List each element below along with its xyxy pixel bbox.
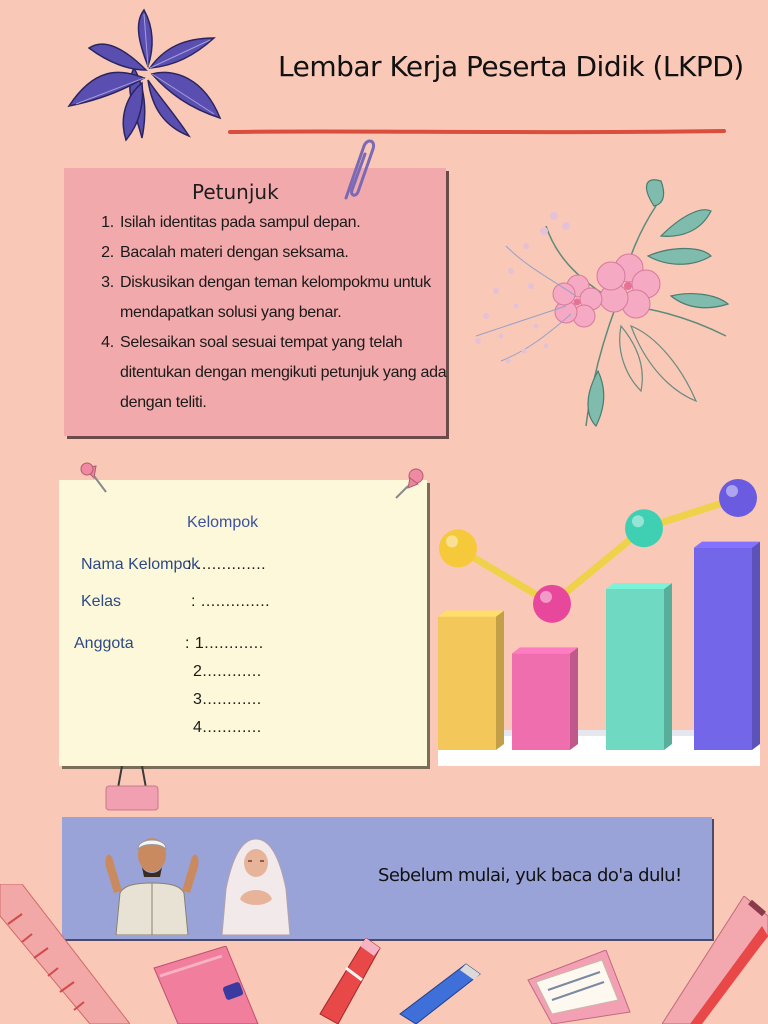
push-pin-icon — [392, 466, 426, 502]
envelope-icon — [522, 950, 632, 1024]
list-item: 1. Isilah identitas pada sampul depan. — [118, 208, 474, 238]
chart-bar — [606, 589, 664, 750]
chart-bar — [512, 653, 570, 750]
floral-decoration-icon — [466, 176, 742, 428]
leaf-decoration-icon — [64, 8, 224, 146]
chart-bar-top — [606, 583, 672, 589]
kelas-value: : .............. — [191, 593, 271, 610]
chart-ball — [439, 529, 477, 567]
nama-kelompok-value: : .............. — [187, 556, 267, 573]
nama-kelompok-label: Nama Kelompok — [81, 556, 200, 573]
push-pin-icon — [78, 462, 110, 496]
chart-ball — [719, 479, 757, 517]
binder-clip-icon — [104, 766, 160, 812]
page-title: Lembar Kerja Peserta Didik (LKPD) — [278, 50, 744, 83]
kelompok-card — [59, 480, 427, 766]
chart-ball-highlight — [726, 485, 738, 497]
chart-bar-side — [664, 583, 672, 750]
anggota-value: 2............ — [193, 663, 262, 680]
chart-bar — [694, 548, 752, 750]
notebook-icon — [150, 946, 262, 1024]
chart-ball-highlight — [540, 591, 552, 603]
list-item: 4. Selesaikan soal sesuai tempat yang telah ditentukan dengan mengikuti petunjuk yang ada dengan teliti. — [118, 328, 474, 418]
chart-bar-top — [438, 611, 504, 617]
praying-woman-icon — [216, 829, 296, 935]
paperclip-icon — [338, 136, 378, 204]
kelas-label: Kelas — [81, 593, 122, 610]
anggota-value: : 1............ — [185, 635, 264, 652]
chart-bar-top — [512, 647, 578, 653]
title-underline — [228, 128, 726, 136]
chart-ball — [625, 509, 663, 547]
bars-group — [438, 542, 760, 750]
bar-chart-decoration — [438, 474, 760, 768]
chart-bar-side — [570, 647, 578, 750]
marker-icon — [662, 896, 768, 1024]
doa-banner — [62, 817, 712, 939]
chart-ball-highlight — [632, 515, 644, 527]
petunjuk-card — [64, 168, 446, 436]
pen-icon — [396, 962, 482, 1024]
chart-ball — [533, 585, 571, 623]
list-item: 2. Bacalah materi dengan seksama. — [118, 238, 474, 268]
petunjuk-list — [80, 208, 474, 418]
chart-bar — [438, 617, 496, 750]
petunjuk-title: Petunjuk — [192, 180, 279, 204]
ruler-icon — [0, 884, 130, 1024]
chart-ball-highlight — [446, 535, 458, 547]
chart-bar-side — [752, 542, 760, 750]
chart-bar-top — [694, 542, 760, 548]
anggota-label: Anggota — [74, 635, 134, 652]
kelompok-title: Kelompok — [187, 514, 259, 531]
doa-text: Sebelum mulai, yuk baca do'a dulu! — [378, 865, 682, 886]
list-item: 3. Diskusikan dengan teman kelompokmu untuk mendapatkan solusi yang benar. — [118, 268, 474, 328]
anggota-value: 3............ — [193, 691, 262, 708]
pencil-icon — [318, 938, 382, 1024]
anggota-value: 4............ — [193, 719, 262, 736]
chart-bar-side — [496, 611, 504, 750]
